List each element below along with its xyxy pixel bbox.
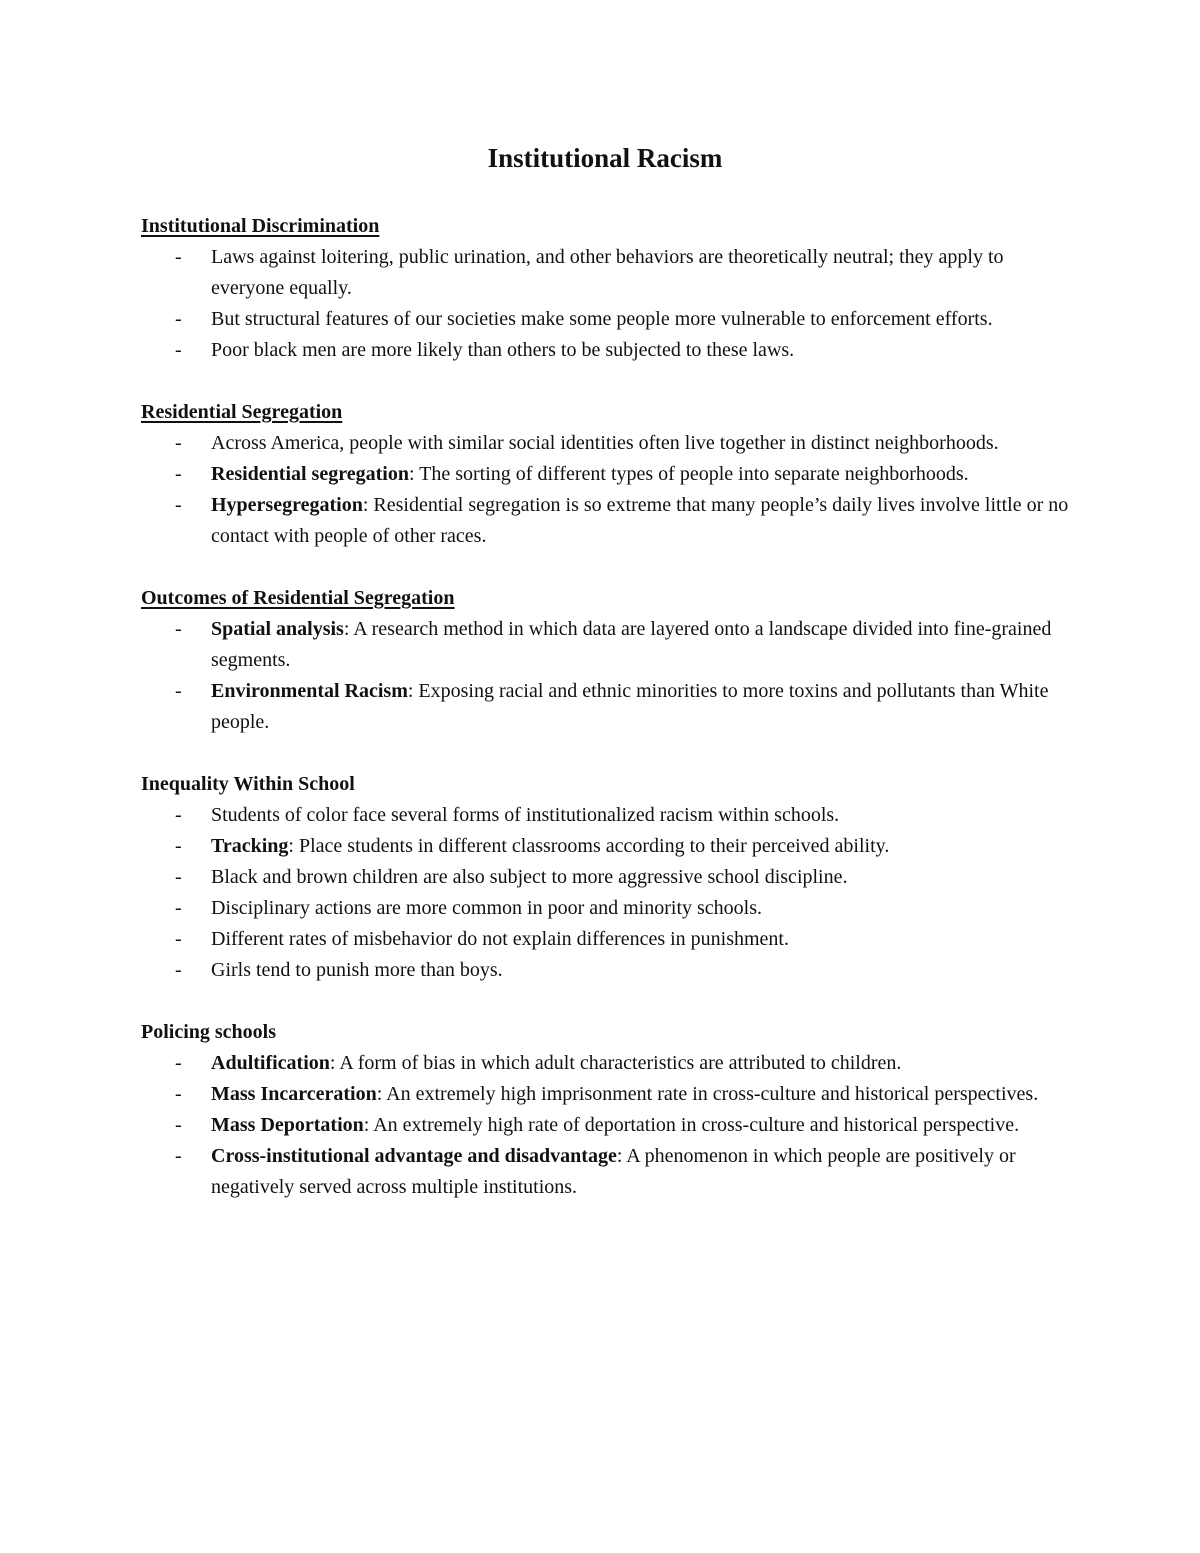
section-heading-text: Residential Segregation [141,401,343,423]
list-item [141,614,1071,676]
dash-bullet-icon: - [175,804,182,826]
term-label: Environmental Racism [211,680,408,702]
section-5 [141,1017,1071,1203]
item-text: : Residential segregation is so extreme that many people’s daily lives involve little or no contact with people of other races. [211,494,1069,547]
section-heading [141,583,1071,614]
section-heading [141,397,1071,428]
list-item [141,924,1071,955]
item-text: Across America, people with similar social identities often live together in distinct neighborhoods. [211,432,999,454]
section-heading [141,211,1071,242]
list-item [141,1048,1071,1079]
list-item [141,490,1071,552]
dash-bullet-icon: - [175,897,182,919]
dash-bullet-icon: - [175,339,182,361]
item-text: : A research method in which data are layered onto a landscape divided into fine-grained segments. [211,618,1052,671]
section-heading [141,1017,1071,1048]
bullet-list [141,614,1071,738]
document-body [141,211,1071,1234]
item-text: : An extremely high imprisonment rate in cross-culture and historical perspectives. [376,1083,1039,1105]
list-item [141,676,1071,738]
item-text: : A form of bias in which adult characteristics are attributed to children. [329,1052,902,1074]
section-heading-text: Outcomes of Residential Segregation [141,587,455,609]
term-label: Hypersegregation [211,494,363,516]
list-item [141,800,1071,831]
list-item [141,831,1071,862]
item-text: But structural features of our societies make some people more vulnerable to enforcement efforts. [211,308,993,330]
section-2 [141,397,1071,552]
list-item [141,893,1071,924]
list-item [141,1141,1071,1203]
item-text: Poor black men are more likely than others to be subjected to these laws. [211,339,795,361]
list-item [141,242,1071,304]
section-heading-text: Policing schools [141,1021,277,1043]
dash-bullet-icon: - [175,1114,182,1136]
list-item [141,1079,1071,1110]
dash-bullet-icon: - [175,1052,182,1074]
dash-bullet-icon: - [175,618,182,640]
list-item [141,335,1071,366]
dash-bullet-icon: - [175,959,182,981]
item-text: Different rates of misbehavior do not explain differences in punishment. [211,928,789,950]
term-label: Cross-institutional advantage and disadvantage [211,1145,617,1167]
term-label: Tracking [211,835,289,857]
term-label: Mass Incarceration [211,1083,377,1105]
item-text: Girls tend to punish more than boys. [211,959,503,981]
dash-bullet-icon: - [175,835,182,857]
dash-bullet-icon: - [175,866,182,888]
dash-bullet-icon: - [175,1083,182,1105]
item-text: : A phenomenon in which people are positively or negatively served across multiple institutions. [211,1145,1016,1198]
section-heading-text: Inequality Within School [141,773,355,795]
term-label: Mass Deportation [211,1114,364,1136]
section-heading-text: Institutional Discrimination [141,215,380,237]
list-item [141,304,1071,335]
item-text: Students of color face several forms of institutionalized racism within schools. [211,804,840,826]
dash-bullet-icon: - [175,680,182,702]
list-item [141,862,1071,893]
page-title: Institutional Racism [487,143,723,173]
bullet-list [141,242,1071,366]
section-heading [141,769,1071,800]
section-3 [141,583,1071,738]
dash-bullet-icon: - [175,432,182,454]
term-label: Spatial analysis [211,618,344,640]
item-text: : Exposing racial and ethnic minorities to more toxins and pollutants than White people. [211,680,1049,733]
section-1 [141,211,1071,366]
list-item [141,1110,1071,1141]
section-4 [141,769,1071,986]
term-label: Residential segregation [211,463,409,485]
dash-bullet-icon: - [175,246,182,268]
item-text: Black and brown children are also subject to more aggressive school discipline. [211,866,848,888]
list-item [141,459,1071,490]
list-item [141,428,1071,459]
dash-bullet-icon: - [175,494,182,516]
dash-bullet-icon: - [175,928,182,950]
bullet-list [141,428,1071,552]
item-text: : An extremely high rate of deportation in cross-culture and historical perspective. [363,1114,1020,1136]
dash-bullet-icon: - [175,463,182,485]
bullet-list [141,800,1071,986]
term-label: Adultification [211,1052,330,1074]
item-text: Disciplinary actions are more common in poor and minority schools. [211,897,762,919]
dash-bullet-icon: - [175,308,182,330]
bullet-list [141,1048,1071,1203]
item-text: : The sorting of different types of people into separate neighborhoods. [408,463,969,485]
item-text: Laws against loitering, public urination, and other behaviors are theoretically neutral; they apply to everyone equally. [211,246,1004,299]
item-text: : Place students in different classrooms according to their perceived ability. [288,835,890,857]
dash-bullet-icon: - [175,1145,182,1167]
list-item [141,955,1071,986]
